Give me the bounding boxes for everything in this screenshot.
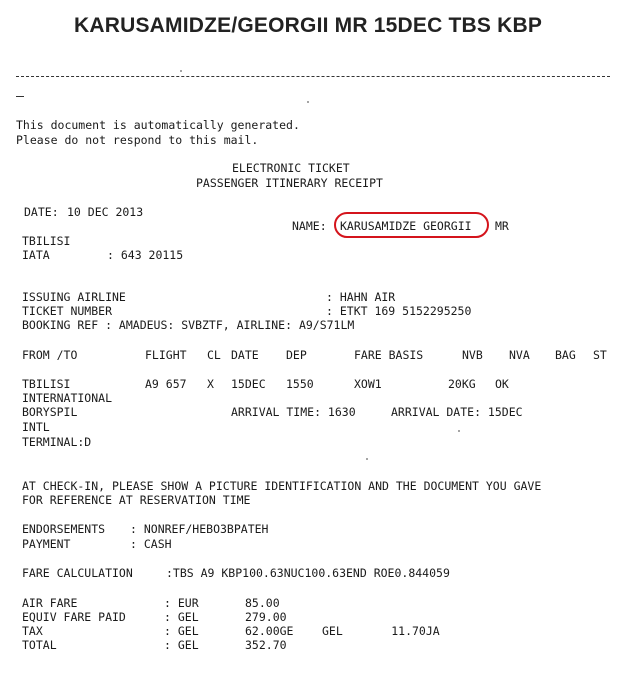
ticket-number-label: TICKET NUMBER (22, 304, 113, 318)
fare-amount: 352.70 (245, 638, 287, 652)
flight-date: 15DEC (231, 377, 266, 391)
dashed-divider (16, 76, 610, 77)
fare-currency: : EUR (164, 596, 199, 610)
status: OK (495, 377, 509, 391)
origin: TBILISI (22, 377, 71, 391)
fare-amount: 279.00 (245, 610, 287, 624)
departure-time: 1550 (286, 377, 314, 391)
arrival-time: ARRIVAL TIME: 1630 (231, 405, 356, 419)
col-header-dep: DEP (286, 348, 307, 362)
arrival-date: ARRIVAL DATE: 15DEC (391, 405, 523, 419)
destination-line-2: INTL (22, 420, 50, 434)
fare-label: TOTAL (22, 638, 57, 652)
fare-amount: 85.00 (245, 596, 280, 610)
name-title: MR (495, 219, 509, 233)
col-header-flight: FLIGHT (145, 348, 187, 362)
fare-calc-label: FARE CALCULATION (22, 566, 133, 580)
fare-currency: : GEL (164, 638, 199, 652)
col-header-st: ST (593, 348, 607, 362)
ticket-number-value: : ETKT 169 5152295250 (326, 304, 472, 318)
fare-label: EQUIV FARE PAID (22, 610, 126, 624)
fare-currency: : GEL (164, 624, 199, 638)
notice-line: Please do not respond to this mail. (16, 133, 259, 147)
passenger-name: KARUSAMIDZE GEORGII (340, 219, 472, 233)
booking-ref: BOOKING REF : AMADEUS: SVBZTF, AIRLINE: A9/S71LM (22, 318, 355, 332)
checkin-notice: FOR REFERENCE AT RESERVATION TIME (22, 493, 251, 507)
date-label: DATE: (24, 205, 59, 219)
headline: KARUSAMIDZE/GEORGII MR 15DEC TBS KBP (74, 14, 543, 37)
destination-terminal: TERMINAL:D (22, 435, 92, 449)
endorsements-label: ENDORSEMENTS (22, 522, 106, 536)
destination: BORYSPIL (22, 405, 78, 419)
fare-calc-value: :TBS A9 KBP100.63NUC100.63END ROE0.844059 (166, 566, 450, 580)
col-header-cl: CL (207, 348, 221, 362)
col-header-nva: NVA (509, 348, 530, 362)
endorsements-value: : NONREF/HEBO3BPATEH (130, 522, 269, 536)
scan-speck (366, 458, 368, 460)
col-header-date: DATE (231, 348, 259, 362)
col-header-bag: BAG (555, 348, 576, 362)
col-header-from-to: FROM /TO (22, 348, 78, 362)
fare-basis: XOW1 (354, 377, 382, 391)
airline-value: : HAHN AIR (326, 290, 396, 304)
fare-amount: 62.00GE (245, 624, 294, 638)
col-header-nvb: NVB (462, 348, 483, 362)
fare-currency: : GEL (164, 610, 199, 624)
fare-extra: GEL 11.70JA (322, 624, 440, 638)
payment-value: : CASH (130, 537, 172, 551)
highlight-oval (334, 212, 489, 238)
checkin-notice: AT CHECK-IN, PLEASE SHOW A PICTURE IDENTIFICATION AND THE DOCUMENT YOU GAVE (22, 479, 542, 493)
doc-subtitle: PASSENGER ITINERARY RECEIPT (196, 176, 383, 190)
fare-label: TAX (22, 624, 43, 638)
iata-label: IATA (22, 248, 50, 262)
doc-title: ELECTRONIC TICKET (232, 161, 350, 175)
origin-line-2: INTERNATIONAL (22, 391, 113, 405)
scan-speck (458, 430, 460, 432)
booking-class: X (207, 377, 214, 391)
col-header-fare-basis: FARE BASIS (354, 348, 424, 362)
fare-label: AIR FARE (22, 596, 78, 610)
date-value: 10 DEC 2013 (67, 205, 144, 219)
divider-tail (16, 96, 24, 97)
payment-label: PAYMENT (22, 537, 71, 551)
airline-label: ISSUING AIRLINE (22, 290, 126, 304)
name-label: NAME: (292, 219, 327, 233)
iata-value: : 643 20115 (107, 248, 184, 262)
baggage: 20KG (448, 377, 476, 391)
notice-line: This document is automatically generated. (16, 118, 300, 132)
issuing-office: TBILISI (22, 234, 71, 248)
scan-speck (307, 101, 309, 103)
scan-speck (180, 70, 182, 72)
flight-number: A9 657 (145, 377, 187, 391)
